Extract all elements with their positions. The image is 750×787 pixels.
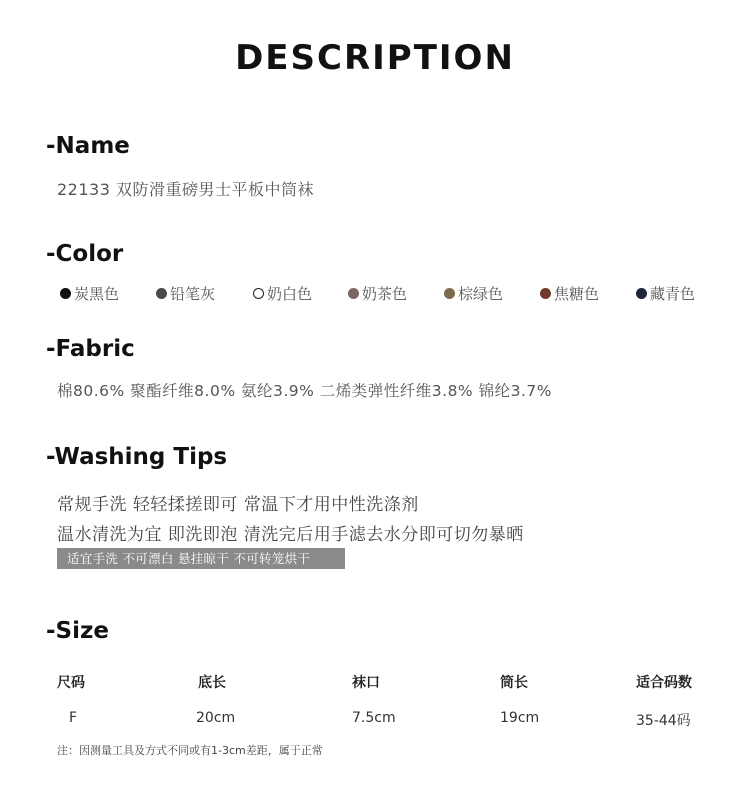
size-value-fit-sizes: 35-44码 — [636, 713, 691, 729]
washing-line-2: 温水清洗为宜 即洗即泡 清洗完后用手滤去水分即可切勿暴晒 — [57, 525, 524, 545]
name-heading: -Name — [46, 133, 130, 159]
color-swatch — [60, 283, 119, 304]
color-heading: -Color — [46, 241, 124, 267]
color-swatch-label: 棕绿色 — [458, 285, 504, 303]
washing-heading: -Washing Tips — [46, 444, 228, 470]
color-swatch — [253, 283, 312, 304]
size-value-sole-length: 20cm — [196, 710, 236, 726]
page-title: DESCRIPTION — [235, 38, 515, 78]
color-dot-icon — [348, 288, 359, 299]
color-dot-icon — [253, 288, 264, 299]
size-value-tube-length: 19cm — [500, 710, 540, 726]
size-heading: -Size — [46, 618, 109, 644]
color-swatch — [540, 283, 599, 304]
color-swatch-label: 奶茶色 — [362, 285, 408, 303]
size-header-fit-sizes: 适合码数 — [636, 675, 692, 691]
size-value-cuff: 7.5cm — [352, 710, 396, 726]
care-tag: 适宜手洗 不可漂白 悬挂晾干 不可转笼烘干 — [57, 548, 345, 569]
size-header-size: 尺码 — [57, 675, 85, 691]
color-dot-icon — [444, 288, 455, 299]
measurement-note: 注：因测量工具及方式不同或有1-3cm差距，属于正常 — [57, 744, 323, 757]
product-name: 22133 双防滑重磅男士平板中筒袜 — [57, 180, 314, 199]
color-swatch-label: 奶白色 — [267, 285, 313, 303]
washing-line-1: 常规手洗 轻轻揉搓即可 常温下才用中性洗涤剂 — [57, 495, 419, 515]
color-swatch — [348, 283, 407, 304]
size-header-tube-length: 筒长 — [500, 675, 528, 691]
color-swatch-label: 焦糖色 — [554, 285, 600, 303]
color-swatch — [636, 283, 695, 304]
fabric-composition: 棉80.6% 聚酯纤维8.0% 氨纶3.9% 二烯类弹性纤维3.8% 锦纶3.7% — [57, 382, 552, 400]
size-value-size: F — [69, 710, 78, 726]
color-swatch-label: 铅笔灰 — [170, 285, 216, 303]
fabric-heading: -Fabric — [46, 336, 135, 362]
color-dot-icon — [60, 288, 71, 299]
size-header-cuff: 袜口 — [352, 675, 380, 691]
size-header-sole-length: 底长 — [198, 675, 226, 691]
color-swatch — [444, 283, 503, 304]
color-dot-icon — [540, 288, 551, 299]
color-swatch-label: 炭黑色 — [74, 285, 120, 303]
color-dot-icon — [636, 288, 647, 299]
color-swatch-label: 藏青色 — [650, 285, 696, 303]
color-dot-icon — [156, 288, 167, 299]
color-swatch — [156, 283, 215, 304]
